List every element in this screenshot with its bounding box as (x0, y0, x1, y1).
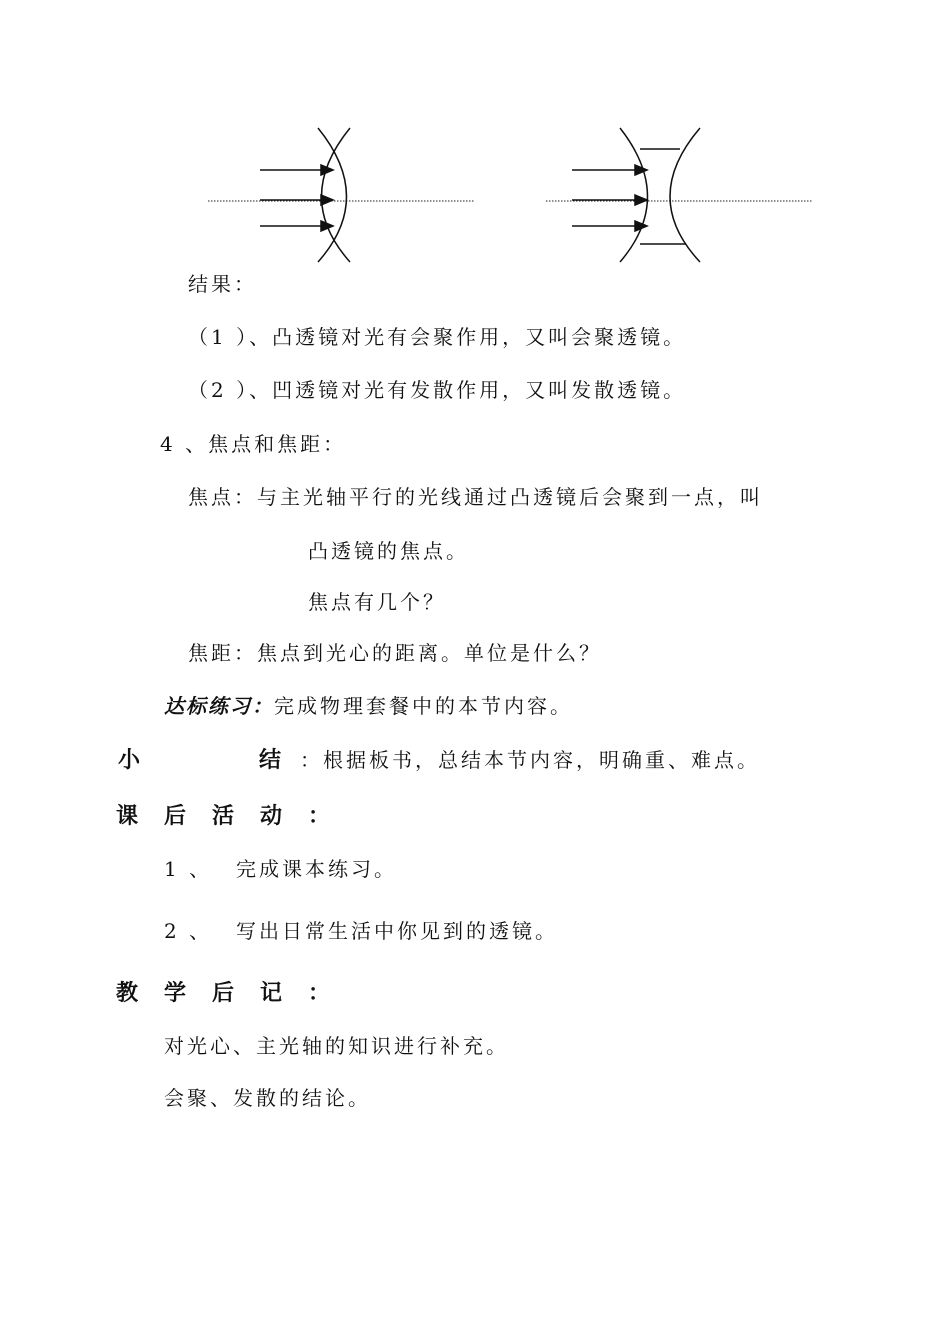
result-item-1: （1 ）、凸透镜对光有会聚作用，又叫会聚透镜。 (188, 325, 687, 349)
summary-label-left: 小 (118, 748, 144, 773)
practice-text: 完成物理套餐中的本节内容。 (274, 694, 573, 718)
result-label: 结果： (188, 272, 257, 296)
incident-rays (260, 165, 333, 231)
summary-label-right: 结 (259, 748, 285, 773)
concave-lens-diagram (540, 122, 820, 267)
practice-label: 达标练习： (164, 694, 274, 718)
incident-rays (572, 165, 647, 231)
after-class-item-1-number: 1 、 (164, 857, 213, 881)
after-class-item-1-text: 完成课本练习。 (236, 857, 397, 881)
focus-question: 焦点有几个？ (308, 590, 446, 614)
summary-text: ：根据板书，总结本节内容，明确重、难点。 (300, 748, 760, 772)
result-item-2: （2 ）、凹透镜对光有发散作用，又叫发散透镜。 (188, 378, 687, 402)
lens-left-arc (620, 128, 648, 262)
focus-definition: 焦点：与主光轴平行的光线通过凸透镜后会聚到一点，叫 (188, 485, 763, 509)
section-4-title: 4 、焦点和焦距： (160, 432, 347, 456)
focal-length-definition: 焦距：焦点到光心的距离。单位是什么？ (188, 641, 602, 665)
after-class-item-2-text: 写出日常生活中你见到的透镜。 (236, 919, 558, 943)
practice-line (164, 690, 573, 719)
focus-definition-cont: 凸透镜的焦点。 (308, 539, 469, 563)
teaching-notes-line-1: 对光心、主光轴的知识进行补充。 (164, 1034, 509, 1058)
lens-right-arc (670, 128, 700, 262)
after-class-item-2-number: 2 、 (164, 919, 213, 943)
teaching-notes-line-2: 会聚、发散的结论。 (164, 1086, 371, 1110)
teaching-notes-heading: 教学后记： (116, 981, 357, 1006)
convex-lens-diagram (200, 122, 480, 267)
after-class-heading: 课后活动： (116, 804, 357, 829)
